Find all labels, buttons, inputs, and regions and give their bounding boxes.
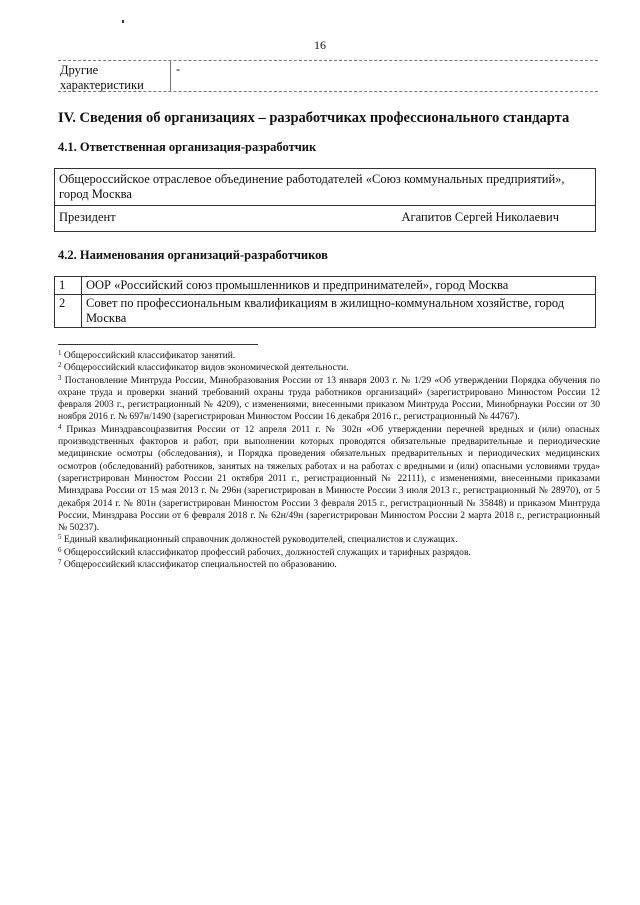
footnote-mark: 6 <box>58 545 62 554</box>
footnote <box>58 534 600 546</box>
section-title: IV. Сведения об организациях – разработчиках профессионального стандарта <box>58 110 570 126</box>
footnote-mark: 1 <box>58 349 62 357</box>
developer-org-name: ООР «Российский союз промышленников и предпринимателей», город Москва <box>82 277 596 295</box>
footnote-mark: 5 <box>58 533 62 542</box>
row-number: 1 <box>55 277 82 295</box>
footnote <box>58 559 600 571</box>
footnote-mark: 3 <box>58 373 62 382</box>
other-characteristics-value: - <box>176 62 181 76</box>
footnote-mark: 2 <box>58 361 62 370</box>
developer-org-name: Совет по профессиональным квалификациям в жилищно-коммунальном хозяйстве, город Москва <box>82 295 596 328</box>
other-characteristics-table <box>58 58 598 92</box>
footnote <box>58 350 600 362</box>
footnote-text: Общероссийский классификатор специальностей по образованию. <box>63 559 337 571</box>
footnote-text: Постановление Минтруда России, Минобразования России от 13 января 2003 г. № 1/29 «Об утверждении Порядка обучения по охране труда и проверки знаний требований охраны труда работников организаций» (зарегистрировано Минюстом России 12 февраля 2003 г., регистрационный № 4209), с изменениями, внесенными приказом Минтруда России, Минобрнауки России от 30 ноября 2016 г. № 697н/1490 (зарегистрирован Минюстом России 16 декабря 2016 г., регистрационный № 44767). <box>58 374 601 423</box>
footnote-text: Единый квалификационный справочник должностей руководителей, специалистов и служащих. <box>63 534 458 546</box>
other-characteristics-label: Другие характеристики <box>60 63 144 92</box>
responsible-box-divider <box>55 205 595 206</box>
footnote <box>58 424 600 535</box>
page-number: 16 <box>314 38 326 52</box>
table-column-divider <box>170 60 171 92</box>
footnote-text: Общероссийский классификатор занятий. <box>63 350 236 361</box>
footnote-mark: 7 <box>58 558 62 567</box>
responsible-org-name: Общероссийское отраслевое объединение работодателей «Союз коммунальных предприятий», город Москва <box>59 172 565 201</box>
responsible-org-box <box>54 168 596 232</box>
responsible-position: Президент <box>59 210 116 224</box>
footnote <box>58 375 600 424</box>
stray-scan-mark <box>122 20 124 23</box>
table-row <box>55 295 596 328</box>
developer-orgs-heading: 4.2. Наименования организаций-разработчиков <box>58 248 328 262</box>
table-top-border <box>58 60 598 61</box>
footnote <box>58 362 600 374</box>
footnote <box>58 547 600 559</box>
footnote-text: Общероссийский классификатор профессий рабочих, должностей служащих и тарифных разрядов. <box>63 546 471 558</box>
footnote-separator <box>58 344 258 345</box>
footnote-text: Общероссийский классификатор видов экономической деятельности. <box>63 362 349 374</box>
table-row <box>55 277 596 295</box>
responsible-person: Агапитов Сергей Николаевич <box>401 210 559 224</box>
responsible-org-heading: 4.1. Ответственная организация-разработчик <box>58 140 317 154</box>
row-number: 2 <box>55 295 82 328</box>
footnote-text: Приказ Минздравсоцразвития России от 12 апреля 2011 г. № 302н «Об утверждении перечней вредных и (или) опасных производственных факторов и работ, при выполнении которых проводятся обязательные предварительные и периодические медицинские осмотры (обследования), и Порядка проведения обязательных предварительных и периодических медицинских осмотров (обследований) работников, занятых на тяжелых работах и на работах с вредными и (или) опасными условиями труда» (зарегистрирован Минюстом России 21 октября 2011 г., регистрационный № 22111), с изменениями, внесенными приказами Минздрава России от 15 мая 2013 г. № 296н (зарегистрирован в Минюсте России 3 июля 2013 г., регистрационный № 28970), от 5 декабря 2014 г. № 801н (зарегистрирован Минюстом России 3 февраля 2015 г., регистрационный № 35848) и приказом Минтруда России, Минздрава России от 6 февраля 2018 г. № 62н/49н (зарегистрирован Минюстом России 2 марта 2018 г., регистрационный № 50237). <box>58 423 600 534</box>
footnotes <box>58 350 600 571</box>
developer-orgs-table <box>54 276 596 328</box>
footnote-mark: 4 <box>58 422 62 431</box>
